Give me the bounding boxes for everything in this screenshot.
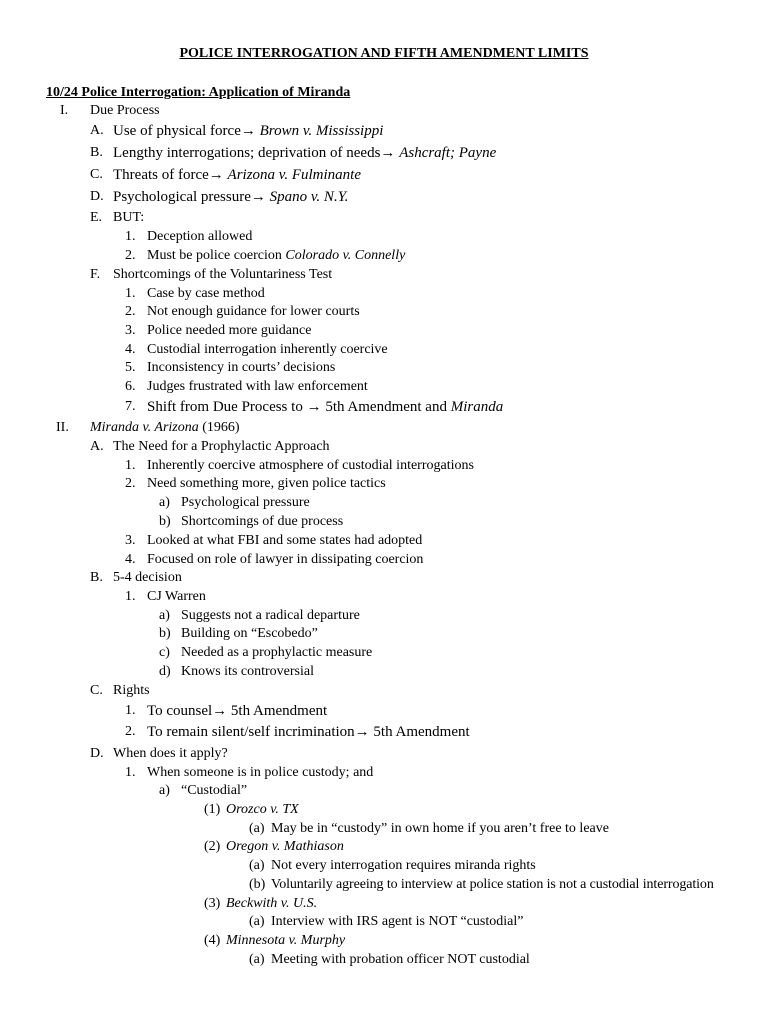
outline-marker: F.: [90, 267, 101, 282]
outline-marker: 4.: [125, 342, 136, 357]
outline-item: Suggests not a radical departure: [181, 608, 360, 623]
outline-marker: 2.: [125, 724, 136, 739]
outline-marker: 2.: [125, 248, 136, 263]
document-title: POLICE INTERROGATION AND FIFTH AMENDMENT LIMITS: [179, 46, 589, 61]
outline-item: Shortcomings of the Voluntariness Test: [113, 267, 333, 282]
outline-item: Not enough guidance for lower courts: [147, 304, 360, 319]
outline-item: Looked at what FBI and some states had adopted: [147, 533, 423, 548]
outline-item: Case by case method: [147, 286, 265, 301]
outline-item: When does it apply?: [113, 746, 228, 761]
outline-item: Rights: [113, 683, 150, 698]
outline-item: Shortcomings of due process: [181, 514, 344, 529]
outline-item: Custodial interrogation inherently coercive: [147, 342, 388, 357]
outline-item: Inherently coercive atmosphere of custodial interrogations: [147, 458, 474, 473]
outline-marker: B.: [90, 570, 103, 585]
outline-item: “Custodial”: [181, 783, 248, 798]
outline-marker: E.: [90, 210, 103, 225]
outline-item: Interview with IRS agent is NOT “custodial”: [271, 914, 524, 929]
outline-item: Psychological pressure: [181, 495, 310, 510]
case-name: Miranda: [450, 399, 504, 415]
outline-marker: a): [159, 608, 170, 623]
outline-item: Psychological pressure→ Spano v. N.Y.: [113, 189, 349, 205]
outline-item: Due Process: [90, 103, 160, 118]
case-name: Minnesota v. Murphy: [226, 933, 346, 948]
outline-marker: (a): [249, 914, 265, 929]
outline-item: Meeting with probation officer NOT custodial: [271, 952, 530, 967]
outline-marker: (3): [204, 896, 221, 911]
outline-marker: (a): [249, 858, 265, 873]
outline-marker: b): [159, 626, 171, 641]
case-name: Miranda v. Arizona: [90, 420, 199, 435]
outline-item: Not every interrogation requires miranda rights: [271, 858, 536, 873]
outline-item: Voluntarily agreeing to interview at police station is not a custodial interrogation: [271, 877, 714, 892]
outline-item: [226, 838, 344, 856]
outline-marker: 3.: [125, 533, 136, 548]
outline-marker: 7.: [125, 399, 136, 414]
outline-marker: b): [159, 514, 171, 529]
outline-item: To remain silent/self incrimination→ 5th Amendment: [147, 724, 470, 740]
outline-marker: B.: [90, 145, 103, 160]
outline-marker: a): [159, 495, 170, 510]
outline-marker: (4): [204, 933, 221, 948]
outline-marker: II.: [56, 420, 69, 435]
outline-marker: (b): [249, 877, 266, 892]
outline-item: Must be police coercion Colorado v. Connelly: [147, 248, 406, 263]
outline-item: When someone is in police custody; and: [147, 765, 374, 780]
outline-marker: D.: [90, 189, 104, 204]
case-name: Colorado v. Connelly: [285, 248, 406, 263]
outline-marker: 2.: [125, 304, 136, 319]
outline-item: Use of physical force→ Brown v. Mississippi: [113, 123, 384, 139]
outline-item: Judges frustrated with law enforcement: [147, 379, 368, 394]
case-name: Orozco v. TX: [226, 802, 299, 817]
outline-item: The Need for a Prophylactic Approach: [113, 439, 330, 454]
outline-marker: (2): [204, 839, 221, 854]
outline-marker: d): [159, 664, 171, 679]
outline-item: Shift from Due Process to → 5th Amendment and Miranda: [147, 399, 504, 415]
outline-item: Building on “Escobedo”: [181, 626, 318, 641]
outline-item: Police needed more guidance: [147, 323, 312, 338]
outline-item: [226, 932, 345, 950]
outline-marker: c): [159, 645, 170, 660]
outline-item: [226, 801, 299, 819]
outline-item: Lengthy interrogations; deprivation of needs→ Ashcraft; Payne: [113, 145, 497, 161]
outline-marker: A.: [90, 123, 104, 138]
outline-item: To counsel→ 5th Amendment: [147, 703, 328, 719]
outline-item: May be in “custody” in own home if you aren’t free to leave: [271, 821, 609, 836]
outline-marker: 1.: [125, 589, 136, 604]
case-name: Oregon v. Mathiason: [226, 839, 344, 854]
outline-marker: C.: [90, 683, 103, 698]
outline-item: 5-4 decision: [113, 570, 182, 585]
outline-marker: (1): [204, 802, 221, 817]
outline-marker: a): [159, 783, 170, 798]
outline-item: Threats of force→ Arizona v. Fulminante: [113, 167, 361, 183]
outline-marker: 3.: [125, 323, 136, 338]
outline-item: Focused on role of lawyer in dissipating coercion: [147, 552, 424, 567]
outline-marker: (a): [249, 952, 265, 967]
outline-marker: 1.: [125, 703, 136, 718]
outline-item: BUT:: [113, 210, 145, 225]
outline-item: Inconsistency in courts’ decisions: [147, 360, 336, 375]
outline-marker: 1.: [125, 458, 136, 473]
case-name: Ashcraft; Payne: [399, 145, 497, 161]
outline-marker: D.: [90, 746, 104, 761]
outline-item: Need something more, given police tactics: [147, 476, 386, 491]
outline-marker: A.: [90, 439, 104, 454]
outline-marker: 2.: [125, 476, 136, 491]
outline-item: Deception allowed: [147, 229, 253, 244]
outline-marker: 4.: [125, 552, 136, 567]
case-name: Brown v. Mississippi: [259, 123, 384, 139]
outline-marker: C.: [90, 167, 103, 182]
outline-marker: 1.: [125, 229, 136, 244]
outline-marker: 1.: [125, 765, 136, 780]
outline-marker: (a): [249, 821, 265, 836]
outline-item: Needed as a prophylactic measure: [181, 645, 373, 660]
outline-item: CJ Warren: [147, 589, 206, 604]
outline-marker: 5.: [125, 360, 136, 375]
outline-marker: 1.: [125, 286, 136, 301]
outline-marker: I.: [60, 103, 69, 118]
case-name: Beckwith v. U.S.: [226, 896, 318, 911]
case-name: Spano v. N.Y.: [269, 189, 349, 205]
outline-item: [226, 895, 317, 913]
outline-item: Knows its controversial: [181, 664, 314, 679]
case-name: Arizona v. Fulminante: [227, 167, 361, 183]
section-heading: 10/24 Police Interrogation: Application of Miranda: [46, 85, 351, 100]
outline-marker: 6.: [125, 379, 136, 394]
outline-item: Miranda v. Arizona (1966): [90, 420, 240, 435]
